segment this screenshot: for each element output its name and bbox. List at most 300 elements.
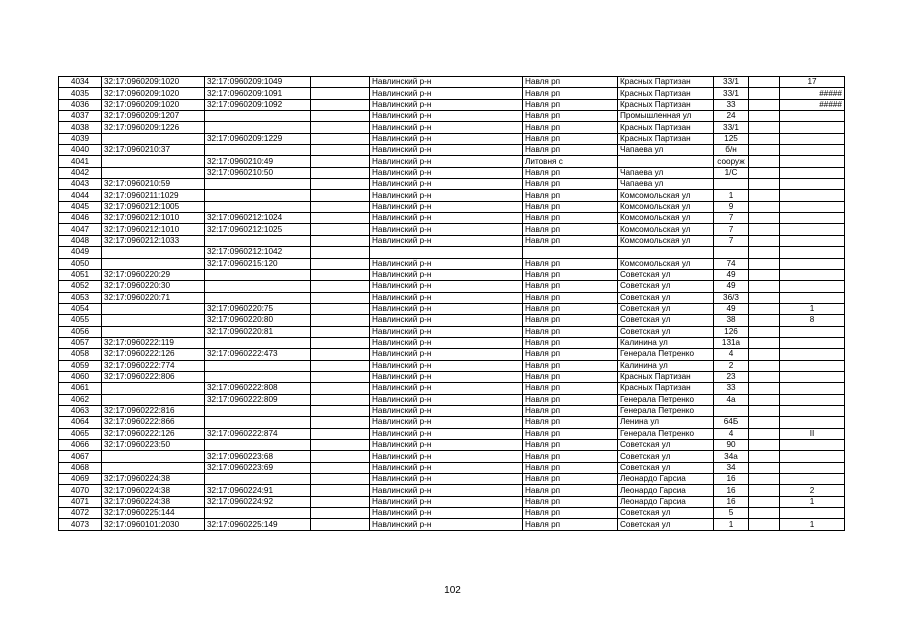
parent-cadastral-number-cell: 32:17:0960223:50 [102,440,205,451]
parent-cadastral-number-cell: 32:17:0960210:59 [102,179,205,190]
cadastral-number-cell [205,145,311,156]
empty-column-cell [311,303,370,314]
empty-column-cell [311,428,370,439]
cadastral-number-cell: 32:17:0960225:149 [205,519,311,530]
parent-cadastral-number-cell: 32:17:0960209:1020 [102,99,205,110]
parent-cadastral-number-cell: 32:17:0960212:1005 [102,201,205,212]
district-cell: Навлинский р-н [370,405,523,416]
house-number-cell: 1 [714,519,749,530]
empty-column-cell [311,99,370,110]
house-number-cell: 38 [714,315,749,326]
house-number-cell: 24 [714,111,749,122]
house-number-cell [714,247,749,258]
parent-cadastral-number-cell [102,133,205,144]
row-number-cell: 4042 [59,167,102,178]
row-number-cell: 4069 [59,474,102,485]
street-cell: Советская ул [618,462,714,473]
house-number-cell: 49 [714,269,749,280]
table-row [59,383,845,394]
parent-cadastral-number-cell: 32:17:0960212:1010 [102,213,205,224]
cadastral-number-cell [205,281,311,292]
cadastral-number-cell [205,269,311,280]
parent-cadastral-number-cell [102,315,205,326]
street-cell: Красных Партизан [618,88,714,99]
empty-column-cell [311,269,370,280]
table-row [59,88,845,99]
district-cell: Навлинский р-н [370,224,523,235]
cadastral-number-cell: 32:17:0960212:1025 [205,224,311,235]
table-body [59,77,845,531]
house-number-cell: б/н [714,145,749,156]
cadastral-number-cell: 32:17:0960220:81 [205,326,311,337]
cadastral-number-cell [205,405,311,416]
locality-cell: Навля рп [523,281,618,292]
empty-column-cell [311,383,370,394]
table-row [59,485,845,496]
row-number-cell: 4063 [59,405,102,416]
table-row [59,326,845,337]
locality-cell: Навля рп [523,88,618,99]
district-cell: Навлинский р-н [370,303,523,314]
street-cell: Генерала Петренко [618,428,714,439]
locality-cell: Навля рп [523,519,618,530]
locality-cell: Навля рп [523,485,618,496]
extra-value-cell [780,337,845,348]
house-number-cell: 36/3 [714,292,749,303]
parent-cadastral-number-cell: 32:17:0960209:1020 [102,88,205,99]
house-number-cell: 131а [714,337,749,348]
empty-column-2-cell [749,235,780,246]
locality-cell: Навля рп [523,326,618,337]
parent-cadastral-number-cell [102,383,205,394]
extra-value-cell [780,213,845,224]
row-number-cell: 4072 [59,508,102,519]
table-row [59,417,845,428]
house-number-cell: 7 [714,235,749,246]
empty-column-2-cell [749,156,780,167]
empty-column-2-cell [749,179,780,190]
district-cell: Навлинский р-н [370,88,523,99]
empty-column-cell [311,360,370,371]
empty-column-2-cell [749,337,780,348]
extra-value-cell [780,417,845,428]
table-row [59,122,845,133]
parent-cadastral-number-cell [102,394,205,405]
house-number-cell: 16 [714,485,749,496]
extra-value-cell [780,224,845,235]
cadastral-number-cell [205,235,311,246]
street-cell: Чапаева ул [618,167,714,178]
row-number-cell: 4066 [59,440,102,451]
parent-cadastral-number-cell: 32:17:0960224:38 [102,485,205,496]
parent-cadastral-number-cell [102,258,205,269]
cadastral-number-cell: 32:17:0960210:50 [205,167,311,178]
parent-cadastral-number-cell: 32:17:0960222:816 [102,405,205,416]
extra-value-cell [780,440,845,451]
cadastral-number-cell: 32:17:0960222:473 [205,349,311,360]
street-cell: Комсомольская ул [618,235,714,246]
empty-column-2-cell [749,485,780,496]
district-cell: Навлинский р-н [370,371,523,382]
row-number-cell: 4071 [59,496,102,507]
street-cell: Калинина ул [618,360,714,371]
table-row [59,349,845,360]
street-cell: Комсомольская ул [618,190,714,201]
cadastral-number-cell: 32:17:0960222:874 [205,428,311,439]
street-cell: Красных Партизан [618,133,714,144]
land-registry-table [58,76,845,531]
locality-cell: Навля рп [523,303,618,314]
locality-cell: Литовня с [523,156,618,167]
parent-cadastral-number-cell: 32:17:0960212:1010 [102,224,205,235]
locality-cell: Навля рп [523,145,618,156]
district-cell: Навлинский р-н [370,122,523,133]
table-row [59,371,845,382]
row-number-cell: 4064 [59,417,102,428]
cadastral-number-cell: 32:17:0960209:1049 [205,77,311,88]
table-row [59,474,845,485]
locality-cell: Навля рп [523,349,618,360]
row-number-cell: 4048 [59,235,102,246]
district-cell: Навлинский р-н [370,167,523,178]
cadastral-number-cell: 32:17:0960222:809 [205,394,311,405]
district-cell: Навлинский р-н [370,337,523,348]
locality-cell: Навля рп [523,428,618,439]
district-cell: Навлинский р-н [370,349,523,360]
locality-cell: Навля рп [523,201,618,212]
cadastral-number-cell [205,440,311,451]
empty-column-2-cell [749,281,780,292]
empty-column-cell [311,179,370,190]
empty-column-cell [311,224,370,235]
street-cell: Советская ул [618,292,714,303]
district-cell: Навлинский р-н [370,201,523,212]
district-cell: Навлинский р-н [370,99,523,110]
street-cell: Чапаева ул [618,179,714,190]
table-row [59,145,845,156]
empty-column-2-cell [749,405,780,416]
empty-column-cell [311,235,370,246]
parent-cadastral-number-cell: 32:17:0960222:866 [102,417,205,428]
parent-cadastral-number-cell [102,247,205,258]
extra-value-cell [780,179,845,190]
row-number-cell: 4067 [59,451,102,462]
street-cell: Советская ул [618,269,714,280]
empty-column-cell [311,326,370,337]
street-cell: Красных Партизан [618,383,714,394]
empty-column-2-cell [749,111,780,122]
table-row [59,292,845,303]
empty-column-cell [311,145,370,156]
extra-value-cell [780,235,845,246]
empty-column-cell [311,337,370,348]
table-row [59,133,845,144]
locality-cell [523,247,618,258]
district-cell: Навлинский р-н [370,145,523,156]
table-row [59,190,845,201]
empty-column-cell [311,122,370,133]
parent-cadastral-number-cell: 32:17:0960220:29 [102,269,205,280]
empty-column-cell [311,462,370,473]
street-cell: Советская ул [618,440,714,451]
parent-cadastral-number-cell: 32:17:0960209:1020 [102,77,205,88]
empty-column-2-cell [749,428,780,439]
district-cell: Навлинский р-н [370,417,523,428]
row-number-cell: 4068 [59,462,102,473]
house-number-cell: 125 [714,133,749,144]
cadastral-number-cell [205,337,311,348]
table-row [59,496,845,507]
empty-column-2-cell [749,417,780,428]
table-row [59,519,845,530]
empty-column-2-cell [749,394,780,405]
row-number-cell: 4061 [59,383,102,394]
street-cell: Комсомольская ул [618,258,714,269]
extra-value-cell [780,405,845,416]
parent-cadastral-number-cell: 32:17:0960209:1226 [102,122,205,133]
row-number-cell: 4070 [59,485,102,496]
locality-cell: Навля рп [523,179,618,190]
house-number-cell: 34а [714,451,749,462]
extra-value-cell [780,371,845,382]
table-row [59,247,845,258]
district-cell: Навлинский р-н [370,451,523,462]
extra-value-cell [780,156,845,167]
row-number-cell: 4057 [59,337,102,348]
row-number-cell: 4050 [59,258,102,269]
street-cell: Леонардо Гарсиа [618,496,714,507]
locality-cell: Навля рп [523,440,618,451]
empty-column-cell [311,167,370,178]
locality-cell: Навля рп [523,394,618,405]
locality-cell: Навля рп [523,224,618,235]
locality-cell: Навля рп [523,122,618,133]
table-row [59,77,845,88]
cadastral-number-cell: 32:17:0960224:91 [205,485,311,496]
house-number-cell: 16 [714,496,749,507]
empty-column-2-cell [749,519,780,530]
parent-cadastral-number-cell [102,303,205,314]
table-row [59,394,845,405]
empty-column-2-cell [749,326,780,337]
empty-column-cell [311,451,370,462]
extra-value-cell [780,474,845,485]
extra-value-cell: 17 [780,77,845,88]
cadastral-number-cell: 32:17:0960212:1042 [205,247,311,258]
parent-cadastral-number-cell: 32:17:0960222:126 [102,428,205,439]
district-cell: Навлинский р-н [370,326,523,337]
extra-value-cell [780,201,845,212]
extra-value-cell [780,349,845,360]
district-cell: Навлинский р-н [370,258,523,269]
empty-column-cell [311,213,370,224]
empty-column-2-cell [749,122,780,133]
table-row [59,440,845,451]
table-row [59,428,845,439]
house-number-cell: 34 [714,462,749,473]
table-row [59,315,845,326]
table-row [59,281,845,292]
empty-column-2-cell [749,315,780,326]
district-cell: Навлинский р-н [370,213,523,224]
extra-value-cell [780,269,845,280]
empty-column-cell [311,77,370,88]
empty-column-2-cell [749,133,780,144]
parent-cadastral-number-cell [102,167,205,178]
district-cell: Навлинский р-н [370,496,523,507]
cadastral-number-cell [205,474,311,485]
locality-cell: Навля рп [523,99,618,110]
row-number-cell: 4040 [59,145,102,156]
empty-column-2-cell [749,77,780,88]
empty-column-2-cell [749,440,780,451]
row-number-cell: 4073 [59,519,102,530]
street-cell: Советская ул [618,326,714,337]
empty-column-2-cell [749,292,780,303]
table-row [59,258,845,269]
extra-value-cell [780,360,845,371]
parent-cadastral-number-cell: 32:17:0960222:126 [102,349,205,360]
house-number-cell: 74 [714,258,749,269]
row-number-cell: 4034 [59,77,102,88]
empty-column-2-cell [749,383,780,394]
locality-cell: Навля рп [523,405,618,416]
row-number-cell: 4044 [59,190,102,201]
row-number-cell: 4053 [59,292,102,303]
house-number-cell [714,405,749,416]
district-cell: Навлинский р-н [370,383,523,394]
street-cell: Красных Партизан [618,99,714,110]
house-number-cell: 33/1 [714,77,749,88]
parent-cadastral-number-cell: 32:17:0960222:806 [102,371,205,382]
cadastral-number-cell: 32:17:0960210:49 [205,156,311,167]
street-cell: Красных Партизан [618,371,714,382]
empty-column-2-cell [749,258,780,269]
cadastral-number-cell: 32:17:0960212:1024 [205,213,311,224]
empty-column-2-cell [749,496,780,507]
district-cell: Навлинский р-н [370,292,523,303]
district-cell: Навлинский р-н [370,269,523,280]
house-number-cell: 5 [714,508,749,519]
extra-value-cell [780,281,845,292]
cadastral-number-cell: 32:17:0960223:68 [205,451,311,462]
district-cell: Навлинский р-н [370,462,523,473]
empty-column-cell [311,519,370,530]
street-cell: Промышленная ул [618,111,714,122]
parent-cadastral-number-cell: 32:17:0960212:1033 [102,235,205,246]
district-cell: Навлинский р-н [370,428,523,439]
empty-column-cell [311,156,370,167]
house-number-cell: 33 [714,99,749,110]
district-cell: Навлинский р-н [370,111,523,122]
district-cell: Навлинский р-н [370,190,523,201]
district-cell: Навлинский р-н [370,508,523,519]
extra-value-cell [780,451,845,462]
house-number-cell: 33/1 [714,122,749,133]
row-number-cell: 4059 [59,360,102,371]
locality-cell: Навля рп [523,235,618,246]
parent-cadastral-number-cell: 32:17:0960220:30 [102,281,205,292]
cadastral-number-cell: 32:17:0960220:80 [205,315,311,326]
locality-cell: Навля рп [523,360,618,371]
extra-value-cell: ##### [780,99,845,110]
district-cell: Навлинский р-н [370,133,523,144]
street-cell: Комсомольская ул [618,224,714,235]
row-number-cell: 4046 [59,213,102,224]
extra-value-cell [780,133,845,144]
street-cell: Комсомольская ул [618,213,714,224]
house-number-cell: 33 [714,383,749,394]
extra-value-cell: 1 [780,303,845,314]
street-cell: Генерала Петренко [618,349,714,360]
table-row [59,235,845,246]
empty-column-cell [311,315,370,326]
locality-cell: Навля рп [523,337,618,348]
cadastral-number-cell: 32:17:0960209:1091 [205,88,311,99]
locality-cell: Навля рп [523,383,618,394]
street-cell: Генерала Петренко [618,405,714,416]
district-cell: Навлинский р-н [370,235,523,246]
house-number-cell: 4 [714,349,749,360]
extra-value-cell: 1 [780,496,845,507]
empty-column-2-cell [749,474,780,485]
empty-column-2-cell [749,145,780,156]
district-cell: Навлинский р-н [370,440,523,451]
street-cell: Леонардо Гарсиа [618,485,714,496]
empty-column-cell [311,485,370,496]
extra-value-cell [780,167,845,178]
extra-value-cell [780,111,845,122]
cadastral-number-cell [205,371,311,382]
empty-column-2-cell [749,360,780,371]
district-cell: Навлинский р-н [370,77,523,88]
parent-cadastral-number-cell [102,156,205,167]
parent-cadastral-number-cell: 32:17:0960222:119 [102,337,205,348]
table-row [59,213,845,224]
empty-column-cell [311,258,370,269]
parent-cadastral-number-cell: 32:17:0960224:38 [102,496,205,507]
district-cell: Навлинский р-н [370,360,523,371]
cadastral-number-cell [205,122,311,133]
locality-cell: Навля рп [523,451,618,462]
empty-column-2-cell [749,224,780,235]
parent-cadastral-number-cell: 32:17:0960209:1207 [102,111,205,122]
district-cell: Навлинский р-н [370,179,523,190]
extra-value-cell [780,122,845,133]
extra-value-cell: 1 [780,519,845,530]
locality-cell: Навля рп [523,474,618,485]
house-number-cell: 7 [714,213,749,224]
extra-value-cell [780,508,845,519]
cadastral-number-cell: 32:17:0960209:1229 [205,133,311,144]
extra-value-cell [780,383,845,394]
row-number-cell: 4043 [59,179,102,190]
house-number-cell: 33/1 [714,88,749,99]
extra-value-cell [780,258,845,269]
empty-column-cell [311,88,370,99]
street-cell [618,247,714,258]
table-row [59,451,845,462]
table-row [59,179,845,190]
empty-column-cell [311,201,370,212]
row-number-cell: 4051 [59,269,102,280]
house-number-cell: 1/С [714,167,749,178]
empty-column-2-cell [749,371,780,382]
row-number-cell: 4036 [59,99,102,110]
row-number-cell: 4065 [59,428,102,439]
row-number-cell: 4039 [59,133,102,144]
row-number-cell: 4056 [59,326,102,337]
